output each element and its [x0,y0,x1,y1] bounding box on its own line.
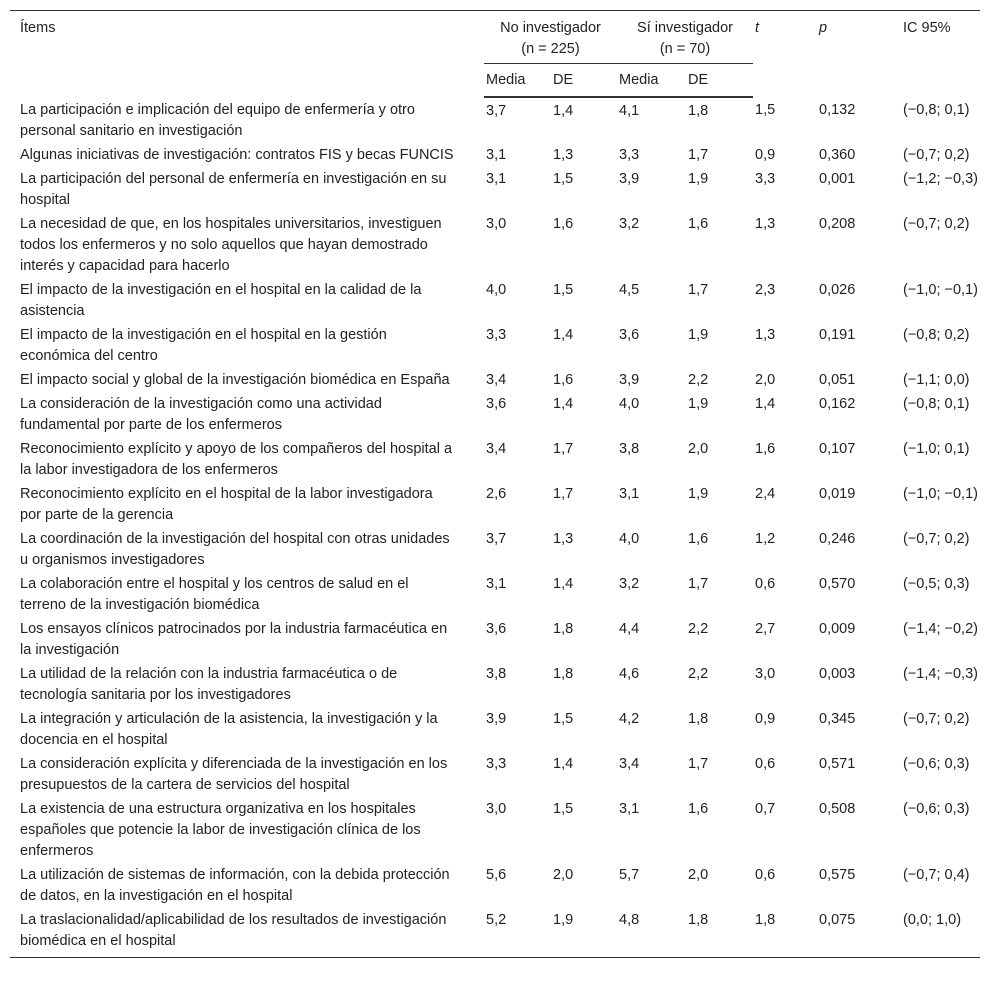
t-value: 1,3 [755,327,776,343]
ci-95: (0,0; 1,0) [901,908,980,958]
de-no-investigador: 1,4 [553,756,574,772]
item-text: La consideración de la investigación como una actividad fundamental por parte de los enfermeros [20,396,382,433]
t-value: 2,4 [755,486,776,502]
p-value: 0,570 [819,576,856,592]
table-row [10,212,980,278]
p-value: 0,026 [819,282,856,298]
p-value: 0,132 [819,102,856,118]
media-no-investigador: 5,2 [484,908,551,958]
table-row [10,707,980,752]
de-si-investigador: 1,7 [688,576,709,592]
p-value: 0,208 [819,216,856,232]
item-text: La participación e implicación del equipo de enfermería y otro personal sanitario en investigación [20,102,415,139]
de-no-investigador: 2,0 [553,867,574,883]
media-si-investigador: 4,8 [617,908,686,958]
t-value: 1,6 [755,441,776,457]
t-value: 0,6 [755,756,776,772]
p-value: 0,162 [819,396,856,412]
header-de-1: DE [551,64,617,98]
ci-95: (−1,1; 0,0) [903,372,970,388]
p-value: 0,009 [819,621,856,637]
de-no-investigador: 1,9 [551,908,617,958]
header-media-2: Media [617,64,686,98]
header-group1-n: (n = 225) [521,41,580,57]
header-p: p [817,11,901,98]
de-no-investigador: 1,4 [553,396,574,412]
ci-95: (−0,8; 0,2) [903,327,970,343]
header-si-investigador [617,11,753,64]
media-no-investigador: 3,8 [486,666,507,682]
item-text: La existencia de una estructura organizativa en los hospitales españoles que potencie la labor de investigación clínica de los enfermeros [20,801,421,859]
media-si-investigador: 4,0 [619,396,640,412]
de-si-investigador: 1,6 [688,531,709,547]
table-row [10,617,980,662]
media-si-investigador: 3,3 [619,147,640,163]
media-no-investigador: 3,0 [486,801,507,817]
media-no-investigador: 4,0 [486,282,507,298]
item-text: El impacto de la investigación en el hospital en la calidad de la asistencia [20,282,422,319]
de-si-investigador: 2,2 [688,621,709,637]
ci-95: (−0,5; 0,3) [903,576,970,592]
item-text: Reconocimiento explícito y apoyo de los compañeros del hospital a la labor investigadora de los enfermeros [20,441,453,478]
media-no-investigador: 3,7 [486,103,507,119]
header-ci: IC 95% [901,11,980,98]
media-no-investigador: 3,3 [486,756,507,772]
t-value: 1,3 [755,216,776,232]
ci-95: (−1,2; −0,3) [903,171,978,187]
table-row [10,392,980,437]
p-value: 0,345 [819,711,856,727]
item-text: La utilidad de la relación con la industria farmacéutica o de tecnología sanitaria por los investigadores [20,666,398,703]
de-si-investigador: 1,9 [688,486,709,502]
item-text: Reconocimiento explícito en el hospital de la labor investigadora por parte de la gerencia [20,486,433,523]
de-si-investigador: 1,7 [688,756,709,772]
item-text: La participación del personal de enfermería en investigación en su hospital [20,171,447,208]
de-no-investigador: 1,3 [553,147,574,163]
ci-95: (−1,4; −0,2) [903,621,978,637]
de-no-investigador: 1,7 [553,441,574,457]
t-value: 1,5 [755,102,776,118]
ci-95: (−0,7; 0,2) [903,711,970,727]
ci-95: (−1,0; 0,1) [903,441,970,457]
p-value: 0,019 [819,486,856,502]
table-row [10,482,980,527]
t-value: 3,3 [755,171,776,187]
p-value: 0,571 [819,756,856,772]
ci-95: (−1,0; −0,1) [903,282,978,298]
results-table [10,10,980,958]
table-row [10,323,980,368]
de-no-investigador: 1,8 [553,666,574,682]
item-text: La colaboración entre el hospital y los centros de salud en el terreno de la investigación biomédica [20,576,409,613]
media-no-investigador: 3,0 [486,216,507,232]
media-no-investigador: 3,1 [486,171,507,187]
de-si-investigador: 1,9 [688,396,709,412]
item-text: Algunas iniciativas de investigación: contratos FIS y becas FUNCIS [20,147,454,163]
de-no-investigador: 1,6 [553,372,574,388]
table-row [10,797,980,863]
de-si-investigador: 1,6 [688,216,709,232]
de-si-investigador: 1,8 [688,103,709,119]
media-no-investigador: 3,9 [486,711,507,727]
table-row [10,752,980,797]
table-row [10,527,980,572]
media-no-investigador: 5,6 [486,867,507,883]
item-text: Los ensayos clínicos patrocinados por la industria farmacéutica en la investigación [20,621,448,658]
table-row [10,278,980,323]
ci-95: (−0,7; 0,2) [903,216,970,232]
media-si-investigador: 3,2 [619,576,640,592]
media-no-investigador: 3,4 [486,441,507,457]
de-no-investigador: 1,4 [553,103,574,119]
media-si-investigador: 3,9 [619,171,640,187]
de-si-investigador: 1,6 [688,801,709,817]
header-group2-label: Sí investigador [637,20,733,36]
p-value: 0,575 [819,867,856,883]
t-value: 1,8 [753,908,817,958]
de-si-investigador: 1,8 [688,711,709,727]
p-value: 0,360 [819,147,856,163]
table-row [10,437,980,482]
media-si-investigador: 3,8 [619,441,640,457]
header-group2-n: (n = 70) [659,41,711,57]
de-no-investigador: 1,4 [553,576,574,592]
header-items: Ítems [10,11,484,98]
de-si-investigador: 1,7 [688,147,709,163]
de-no-investigador: 1,8 [553,621,574,637]
de-si-investigador: 1,7 [688,282,709,298]
table-body [10,97,980,958]
item-text: La necesidad de que, en los hospitales universitarios, investiguen todos los enfermeros y no solo aquellos que hayan demostrado interés y capacidad para hacerlo [20,216,442,274]
media-si-investigador: 3,9 [619,372,640,388]
ci-95: (−0,6; 0,3) [903,801,970,817]
p-value: 0,075 [817,908,901,958]
item-text: La traslacionalidad/aplicabilidad de los resultados de investigación biomédica en el hospital [10,908,484,958]
p-value: 0,051 [819,372,856,388]
de-no-investigador: 1,3 [553,531,574,547]
item-text: La integración y articulación de la asistencia, la investigación y la docencia en el hospital [20,711,438,748]
t-value: 0,6 [755,576,776,592]
header-t: t [753,11,817,98]
media-si-investigador: 3,1 [619,486,640,502]
table-row [10,908,980,958]
ci-95: (−0,7; 0,2) [903,147,970,163]
t-value: 2,3 [755,282,776,298]
media-si-investigador: 4,4 [619,621,640,637]
ci-95: (−0,8; 0,1) [903,396,970,412]
header-media-1: Media [484,64,551,98]
table-row [10,662,980,707]
de-si-investigador: 2,0 [688,867,709,883]
t-value: 3,0 [755,666,776,682]
de-si-investigador: 2,0 [688,441,709,457]
media-si-investigador: 3,2 [619,216,640,232]
header-group1-label: No investigador [500,20,601,36]
de-no-investigador: 1,5 [553,282,574,298]
t-value: 0,9 [755,711,776,727]
media-no-investigador: 3,6 [486,396,507,412]
de-no-investigador: 1,5 [553,711,574,727]
item-text: La consideración explícita y diferenciada de la investigación en los presupuestos de la cartera de servicios del hospital [20,756,448,793]
ci-95: (−0,7; 0,2) [903,531,970,547]
de-si-investigador: 1,8 [686,908,753,958]
t-value: 0,6 [755,867,776,883]
table-row [10,368,980,392]
ci-95: (−1,0; −0,1) [903,486,978,502]
table-row [10,572,980,617]
media-si-investigador: 4,5 [619,282,640,298]
media-si-investigador: 4,6 [619,666,640,682]
de-no-investigador: 1,5 [553,171,574,187]
ci-95: (−1,4; −0,3) [903,666,978,682]
p-value: 0,107 [819,441,856,457]
media-no-investigador: 3,1 [486,576,507,592]
item-text: La utilización de sistemas de información, con la debida protección de datos, en la investigación en el hospital [20,867,450,904]
table-row [10,167,980,212]
p-value: 0,508 [819,801,856,817]
media-si-investigador: 4,2 [619,711,640,727]
t-value: 2,7 [755,621,776,637]
item-text: El impacto social y global de la investigación biomédica en España [20,372,450,388]
t-value: 1,2 [755,531,776,547]
table-row [10,97,980,143]
de-no-investigador: 1,6 [553,216,574,232]
header-de-2: DE [686,64,753,98]
media-si-investigador: 4,0 [619,531,640,547]
media-no-investigador: 2,6 [486,486,507,502]
t-value: 0,9 [755,147,776,163]
media-no-investigador: 3,7 [486,531,507,547]
media-si-investigador: 3,4 [619,756,640,772]
item-text: La coordinación de la investigación del hospital con otras unidades u organismos investigadores [20,531,450,568]
media-no-investigador: 3,6 [486,621,507,637]
header-no-investigador [484,11,617,64]
media-si-investigador: 4,1 [619,103,640,119]
table-row [10,143,980,167]
media-si-investigador: 3,1 [619,801,640,817]
media-si-investigador: 3,6 [619,327,640,343]
de-no-investigador: 1,4 [553,327,574,343]
de-si-investigador: 2,2 [688,372,709,388]
media-no-investigador: 3,4 [486,372,507,388]
ci-95: (−0,7; 0,4) [903,867,970,883]
p-value: 0,001 [819,171,856,187]
de-si-investigador: 1,9 [688,327,709,343]
item-text: El impacto de la investigación en el hospital en la gestión económica del centro [20,327,387,364]
de-si-investigador: 1,9 [688,171,709,187]
t-value: 1,4 [755,396,776,412]
p-value: 0,003 [819,666,856,682]
de-no-investigador: 1,7 [553,486,574,502]
p-value: 0,246 [819,531,856,547]
t-value: 0,7 [755,801,776,817]
media-no-investigador: 3,3 [486,327,507,343]
de-si-investigador: 2,2 [688,666,709,682]
media-no-investigador: 3,1 [486,147,507,163]
p-value: 0,191 [819,327,856,343]
t-value: 2,0 [755,372,776,388]
media-si-investigador: 5,7 [619,867,640,883]
de-no-investigador: 1,5 [553,801,574,817]
table-row [10,863,980,908]
ci-95: (−0,8; 0,1) [903,102,970,118]
ci-95: (−0,6; 0,3) [903,756,970,772]
